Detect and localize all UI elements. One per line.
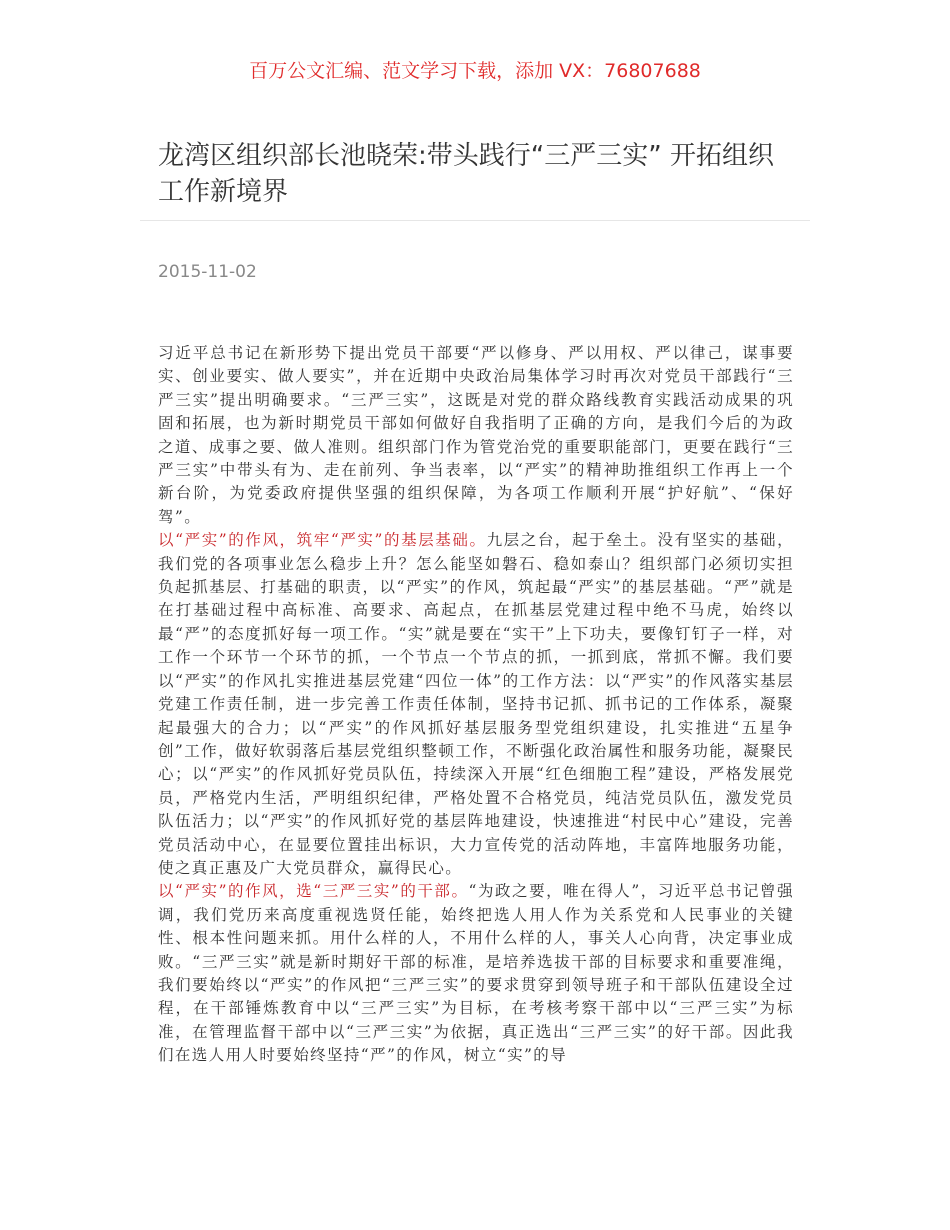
paragraph-lead: 以“严实”的作风，筑牢“严实”的基层基础。 [158,531,487,550]
paragraph-text: 九层之台，起于垒土。没有坚实的基础，我们党的各项事业怎么稳步上升？怎么能坚如磐石、稳如泰山？组织部门必须切实担负起抓基层、打基础的职责，以“严实”的作风，筑起最“严实”的基层基础。“严”就是在打基础过程中高标准、高要求、高起点，在抓基层党建过程中绝不马虎，始终以最“严”的态度抓好每一项工作。“实”就是要在“实干”上下功夫，要像钉钉子一样，对工作一个环节一个环节的抓，一个节点一个节点的抓，一抓到底，常抓不懈。我们要以“严实”的作风扎实推进基层党建“四位一体”的工作方法：以“严实”的作风落实基层党建工作责任制，进一步完善工作责任体制，坚持书记抓、抓书记的工作体系，凝聚起最强大的合力；以“严实”的作风抓好基层服务型党组织建设，扎实推进“五星争创”工作，做好软弱落后基层党组织整顿工作，不断强化政治属性和服务功能，凝聚民心；以“严实”的作风抓好党员队伍，持续深入开展“红色细胞工程”建设，严格发展党员，严格党内生活，严明组织纪律，严格处置不合格党员，纯洁党员队伍，激发党员队伍活力；以“严实”的作风抓好党的基层阵地建设，快速推进“村民中心”建设，完善党员活动中心，在显要位置挂出标识，大力宣传党的活动阵地，丰富阵地服务功能，使之真正惠及广大党员群众，赢得民心。 [158,531,794,877]
paragraph-lead: 以“严实”的作风，选“三严三实”的干部。 [158,882,469,901]
paragraph [158,342,794,529]
paragraph-text: “为政之要，唯在得人”，习近平总书记曾强调，我们党历来高度重视选贤任能，始终把选人用人作为关系党和人民事业的关键性、根本性问题来抓。用什么样的人，不用什么样的人，事关人心向背，决定事业成败。“三严三实”就是新时期好干部的标准，是培养选拔干部的目标要求和重要准绳，我们要始终以“严实”的作风把“三严三实”的要求贯穿到领导班子和干部队伍建设全过程，在干部锤炼教育中以“三严三实”为目标，在考核考察干部中以“三严三实”为标准，在管理监督干部中以“三严三实”为依据，真正选出“三严三实”的好干部。因此我们在选人用人时要始终坚持“严”的作风，树立“实”的导 [158,882,794,1065]
publish-date: 2015-11-02 [158,262,257,282]
article-title: 龙湾区组织部长池晓荣:带头践行“三严三实” 开拓组织工作新境界 [158,141,774,207]
title-divider [140,220,810,221]
promo-banner: 百万公文汇编、范文学习下载，添加 VX：76807688 [249,60,701,82]
paragraph [158,529,794,880]
paragraph [158,880,794,1067]
article-body [158,342,794,1068]
paragraph-text: 习近平总书记在新形势下提出党员干部要“严以修身、严以用权、严以律己，谋事要实、创业要实、做人要实”，并在近期中央政治局集体学习时再次对党员干部践行“三严三实”提出明确要求。“三严三实”，这既是对党的群众路线教育实践活动成果的巩固和拓展，也为新时期党员干部如何做好自我指明了正确的方向，是我们今后的为政之道、成事之要、做人准则。组织部门作为管党治党的重要职能部门，更要在践行“三严三实”中带头有为、走在前列、争当表率，以“严实”的精神助推组织工作再上一个新台阶，为党委政府提供坚强的组织保障，为各项工作顺利开展“护好航”、“保好驾”。 [158,344,794,526]
